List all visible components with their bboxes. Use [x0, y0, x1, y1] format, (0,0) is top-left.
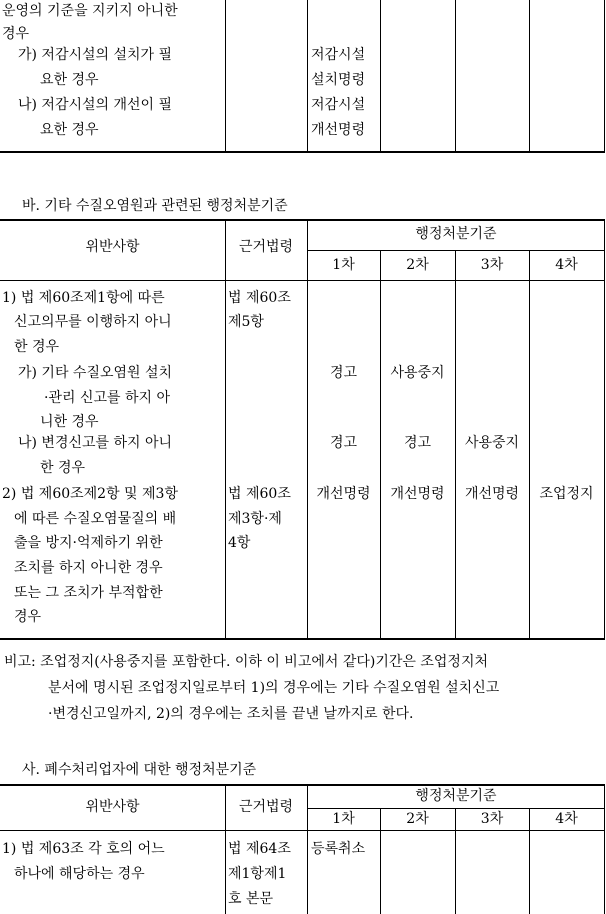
ba-ga-action-2: 사용중지	[390, 365, 445, 381]
ba-row2-text-1: 2) 법 제60조제2항 및 제3항	[2, 486, 178, 502]
top-item-ga-1: 가) 저감시설의 설치가 필	[18, 47, 173, 63]
ba-na-text-2: 한 경우	[40, 460, 86, 476]
ba-row2-law-3: 4항	[228, 535, 251, 551]
ba-ga-text-1: 가) 기타 수질오염원 설치	[18, 365, 173, 381]
ba-header-round-4: 4차	[555, 257, 578, 273]
sa-header-round-4: 4차	[555, 811, 578, 827]
sa-header-round-1: 1차	[332, 811, 355, 827]
ba-note-1: 비고: 조업정지(사용중지를 포함한다. 이하 이 비고에서 같다)기간은 조업정지처	[4, 654, 489, 670]
top-item-na-1: 나) 저감시설의 개선이 필	[18, 97, 173, 113]
ba-row1-law-1: 법 제60조	[228, 290, 291, 306]
sa-row1-law-2: 제1항제1	[228, 866, 287, 882]
ba-row2-text-4: 조치를 하지 아니한 경우	[14, 560, 163, 576]
ba-ga-text-3: 니한 경우	[40, 414, 99, 430]
ba-na-action-2: 경고	[403, 435, 432, 451]
ba-row2-action-3: 개선명령	[464, 486, 520, 502]
top-action-ga-1: 저감시설	[311, 47, 366, 63]
ba-row2-text-3: 출을 방지·억제하기 위한	[14, 535, 163, 551]
sa-header-law: 근거법령	[238, 799, 294, 815]
ba-row2-law-2: 제3항·제	[228, 511, 282, 527]
ba-na-text-1: 나) 변경신고를 하지 아니	[18, 435, 173, 451]
sa-header-round-3: 3차	[480, 811, 504, 827]
ba-row2-law-1: 법 제60조	[228, 486, 291, 502]
ba-ga-text-2: ·관리 신고를 하지 아	[44, 390, 170, 406]
top-row-text-2: 경우	[2, 26, 30, 42]
sa-row1-law-3: 호 본문	[228, 891, 274, 907]
ba-row2-action-1: 개선명령	[316, 486, 371, 502]
ba-row2-action-4: 조업정지	[539, 486, 594, 502]
ba-header-round-3: 3차	[480, 257, 504, 273]
ba-header-law: 근거법령	[238, 239, 294, 255]
sa-header-violation: 위반사항	[85, 799, 140, 815]
ba-row2-text-6: 경우	[14, 609, 42, 625]
ba-na-action-3: 사용중지	[464, 435, 520, 451]
top-row-text-1: 운영의 기준을 지키지 아니한	[2, 3, 178, 19]
top-item-ga-2: 요한 경우	[40, 72, 99, 88]
ba-row1-law-2: 제5항	[228, 314, 264, 330]
ba-note-2: 분서에 명시된 조업정지일로부터 1)의 경우에는 기타 수질오염원 설치신고	[48, 680, 500, 696]
ba-na-action-1: 경고	[329, 435, 358, 451]
ba-ga-action-1: 경고	[329, 365, 358, 381]
top-action-na-2: 개선명령	[311, 122, 366, 138]
top-action-na-1: 저감시설	[311, 97, 366, 113]
ba-note-3: ·변경신고일까지, 2)의 경우에는 조치를 끝낸 날까지로 한다.	[48, 706, 414, 722]
top-item-na-2: 요한 경우	[40, 122, 99, 138]
ba-row2-text-5: 또는 그 조치가 부적합한	[14, 585, 163, 601]
ba-row1-text-1: 1) 법 제60조제1항에 따른	[2, 290, 165, 306]
ba-row2-text-2: 에 따른 수질오염물질의 배	[14, 511, 177, 527]
ba-row2-action-2: 개선명령	[390, 486, 445, 502]
ba-header-round-2: 2차	[406, 257, 429, 273]
section-sa-title: 사. 폐수처리업자에 대한 행정처분기준	[22, 762, 257, 778]
sa-row1-text-1: 1) 법 제63조 각 호의 어느	[2, 841, 165, 857]
ba-header-criteria: 행정처분기준	[415, 226, 497, 242]
sa-row1-law-1: 법 제64조	[228, 841, 291, 857]
ba-row1-text-2: 신고의무를 이행하지 아니	[14, 314, 172, 330]
section-ba-title: 바. 기타 수질오염원과 관련된 행정처분기준	[22, 198, 288, 214]
ba-header-round-1: 1차	[332, 257, 355, 273]
sa-row1-action-1: 등록취소	[311, 841, 366, 857]
sa-header-criteria: 행정처분기준	[415, 788, 497, 804]
sa-header-round-2: 2차	[406, 811, 429, 827]
top-action-ga-2: 설치명령	[311, 72, 366, 88]
ba-row1-text-3: 한 경우	[14, 339, 60, 355]
sa-row1-text-2: 하나에 해당하는 경우	[14, 866, 145, 882]
ba-header-violation: 위반사항	[85, 239, 140, 255]
